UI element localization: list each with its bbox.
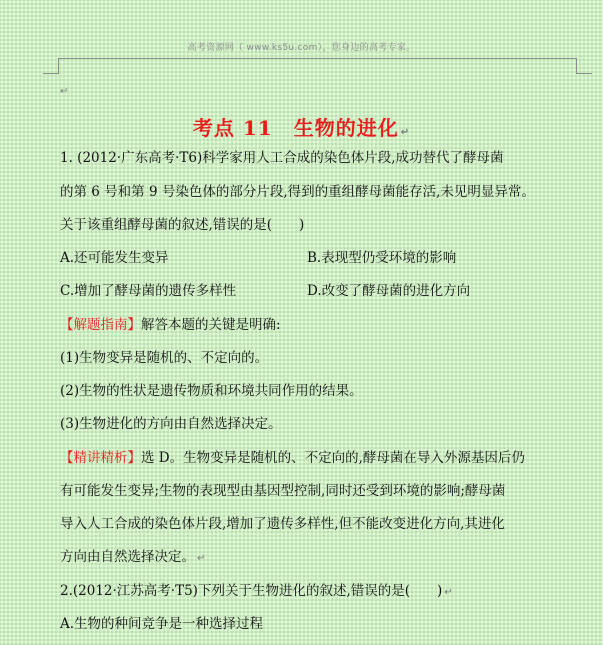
options-row-2	[60, 281, 471, 301]
paragraph-mark-icon: ↵	[60, 86, 69, 97]
point-1	[60, 348, 268, 368]
paragraph-mark-icon: ↵	[197, 553, 206, 564]
analysis-text: 有可能发生变异;生物的表现型由基因型控制,同时还受到环境的影响;酵母菌	[60, 483, 506, 499]
analysis-text: 方向由自然选择决定。	[60, 549, 195, 565]
guide-text: 解答本题的关键是明确:	[141, 317, 281, 333]
options-row-1	[60, 248, 457, 268]
question-text: 2.(2012·江苏高考·T5)下列关于生物进化的叙述,错误的是( )	[60, 583, 443, 599]
question-1-line-1	[60, 148, 504, 168]
header-rule	[58, 58, 576, 59]
section-title	[0, 112, 603, 141]
point-text: (3)生物进化的方向由自然选择决定。	[60, 416, 282, 432]
analysis-tag: 【精讲精析】	[60, 450, 141, 466]
page-header-text: 高考资源网（ www.ks5u.com），您身边的高考专家。	[187, 43, 416, 53]
analysis-line-4	[60, 547, 205, 569]
paragraph-mark-icon: ↵	[400, 127, 411, 138]
analysis-text: 选 D。生物变异是随机的、不定向的,酵母菌在导入外源基因后仍	[141, 450, 525, 466]
section-title-text: 考点 11 生物的进化	[192, 116, 399, 140]
question-text: 的第 6 号和第 9 号染色体的部分片段,得到的重组酵母菌能存活,未见明显异常。	[60, 184, 535, 200]
option-c: C.增加了酵母菌的遗传多样性	[60, 283, 237, 299]
guide-tag: 【解题指南】	[60, 317, 141, 333]
paragraph-mark-icon: ↵	[444, 587, 453, 598]
header-corner-right	[576, 58, 592, 74]
point-text: (1)生物变异是随机的、不定向的。	[60, 350, 269, 366]
question-2-option-a	[60, 614, 263, 634]
question-1-line-3	[60, 215, 304, 235]
analysis-line-1	[60, 448, 525, 468]
option-d: D.改变了酵母菌的进化方向	[307, 283, 471, 299]
point-3	[60, 414, 282, 434]
analysis-text: 导入人工合成的染色体片段,增加了遗传多样性,但不能改变进化方向,其进化	[60, 516, 505, 532]
analysis-line-3	[60, 514, 505, 534]
option-a: A.还可能发生变异	[60, 250, 169, 266]
option-b: B.表现型仍受环境的影响	[307, 250, 457, 266]
question-1-line-2	[60, 182, 535, 202]
point-text: (2)生物的性状是遗传物质和环境共同作用的结果。	[60, 383, 363, 399]
analysis-line-2	[60, 481, 505, 501]
question-2-stem	[60, 581, 453, 603]
header-corner-left	[43, 58, 59, 74]
guide-line	[60, 315, 281, 335]
point-2	[60, 381, 363, 401]
question-text: 1. (2012·广东高考·T6)科学家用人工合成的染色体片段,成功替代了酵母菌	[60, 150, 504, 166]
question-text: 关于该重组酵母菌的叙述,错误的是( )	[60, 217, 305, 233]
option-a: A.生物的种间竞争是一种选择过程	[60, 616, 264, 632]
